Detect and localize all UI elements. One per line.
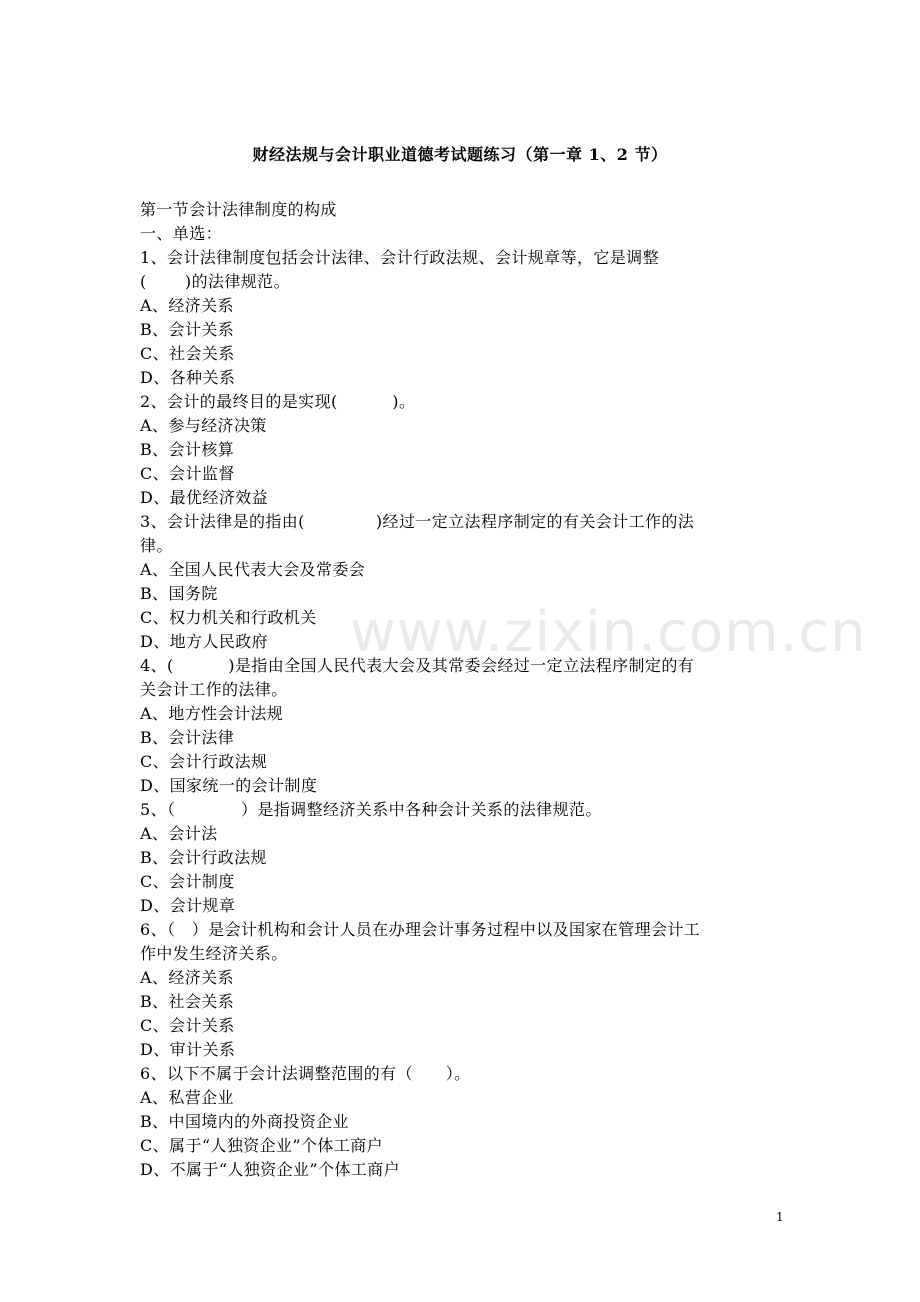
question-stem-line: 关会计工作的法律。 (140, 680, 288, 699)
watermark: www.zixin.com.cn (350, 600, 867, 665)
question-stem-line: 2、会计的最终目的是实现( )。 (140, 392, 416, 411)
question-stem-line: 律。 (140, 536, 173, 555)
question-item (140, 798, 776, 918)
answer-option: D、地方人民政府 (140, 632, 269, 651)
answer-option: D、最优经济效益 (140, 488, 269, 507)
answer-option: C、属于“人独资企业”个体工商户 (140, 1136, 384, 1155)
answer-option: A、会计法 (140, 824, 218, 843)
answer-option: C、会计制度 (140, 872, 235, 891)
answer-option: B、会计核算 (140, 440, 235, 459)
answer-option: A、全国人民代表大会及常委会 (140, 560, 366, 579)
answer-option: C、会计监督 (140, 464, 235, 483)
question-stem-line: 5、（ ）是指调整经济关系中各种会计关系的法律规范。 (140, 800, 602, 819)
answer-option: A、经济关系 (140, 968, 234, 987)
answer-option: B、中国境内的外商投资企业 (140, 1112, 349, 1131)
answer-option: C、会计关系 (140, 1016, 235, 1035)
answer-option: A、私营企业 (140, 1088, 234, 1107)
answer-option: D、会计规章 (140, 896, 236, 915)
question-item (140, 510, 776, 654)
question-item (140, 246, 776, 390)
answer-option: C、社会关系 (140, 344, 235, 363)
document-body (140, 198, 776, 1182)
answer-option: D、不属于“人独资企业”个体工商户 (140, 1160, 400, 1179)
answer-option: C、权力机关和行政机关 (140, 608, 317, 627)
answer-option: A、经济关系 (140, 296, 234, 315)
subsection-heading: 一、单选： (140, 224, 223, 243)
question-stem-line: 3、会计法律是的指由( )经过一定立法程序制定的有关会计工作的法 (140, 512, 695, 531)
answer-option: D、国家统一的会计制度 (140, 776, 318, 795)
section-heading: 第一节会计法律制度的构成 (140, 200, 337, 219)
answer-option: B、会计行政法规 (140, 848, 267, 867)
question-item (140, 1062, 776, 1182)
answer-option: B、国务院 (140, 584, 218, 603)
answer-option: C、会计行政法规 (140, 752, 268, 771)
answer-option: A、地方性会计法规 (140, 704, 284, 723)
answer-option: B、会计法律 (140, 728, 235, 747)
answer-option: D、各种关系 (140, 368, 236, 387)
question-stem-line: 6、以下不属于会计法调整范围的有（ ）。 (140, 1064, 471, 1083)
question-stem-line: 1、会计法律制度包括会计法律、会计行政法规、会计规章等，它是调整 (140, 248, 659, 267)
answer-option: A、参与经济决策 (140, 416, 267, 435)
answer-option: D、审计关系 (140, 1040, 236, 1059)
question-stem-line: 4、( )是指由全国人民代表大会及其常委会经过一定立法程序制定的有 (140, 656, 695, 675)
question-list (140, 246, 776, 1182)
question-item (140, 918, 776, 1062)
answer-option: B、会计关系 (140, 320, 235, 339)
question-stem-line: 作中发生经济关系。 (140, 944, 288, 963)
answer-option: B、社会关系 (140, 992, 235, 1011)
question-item (140, 654, 776, 798)
page-number: 1 (776, 1210, 784, 1224)
question-stem-line: 6、（ ）是会计机构和会计人员在办理会计事务过程中以及国家在管理会计工 (140, 920, 701, 939)
question-item (140, 390, 776, 510)
document-title: 财经法规与会计职业道德考试题练习（第一章 1、2 节） (252, 145, 668, 164)
question-stem-line: ( )的法律规范。 (140, 272, 290, 291)
